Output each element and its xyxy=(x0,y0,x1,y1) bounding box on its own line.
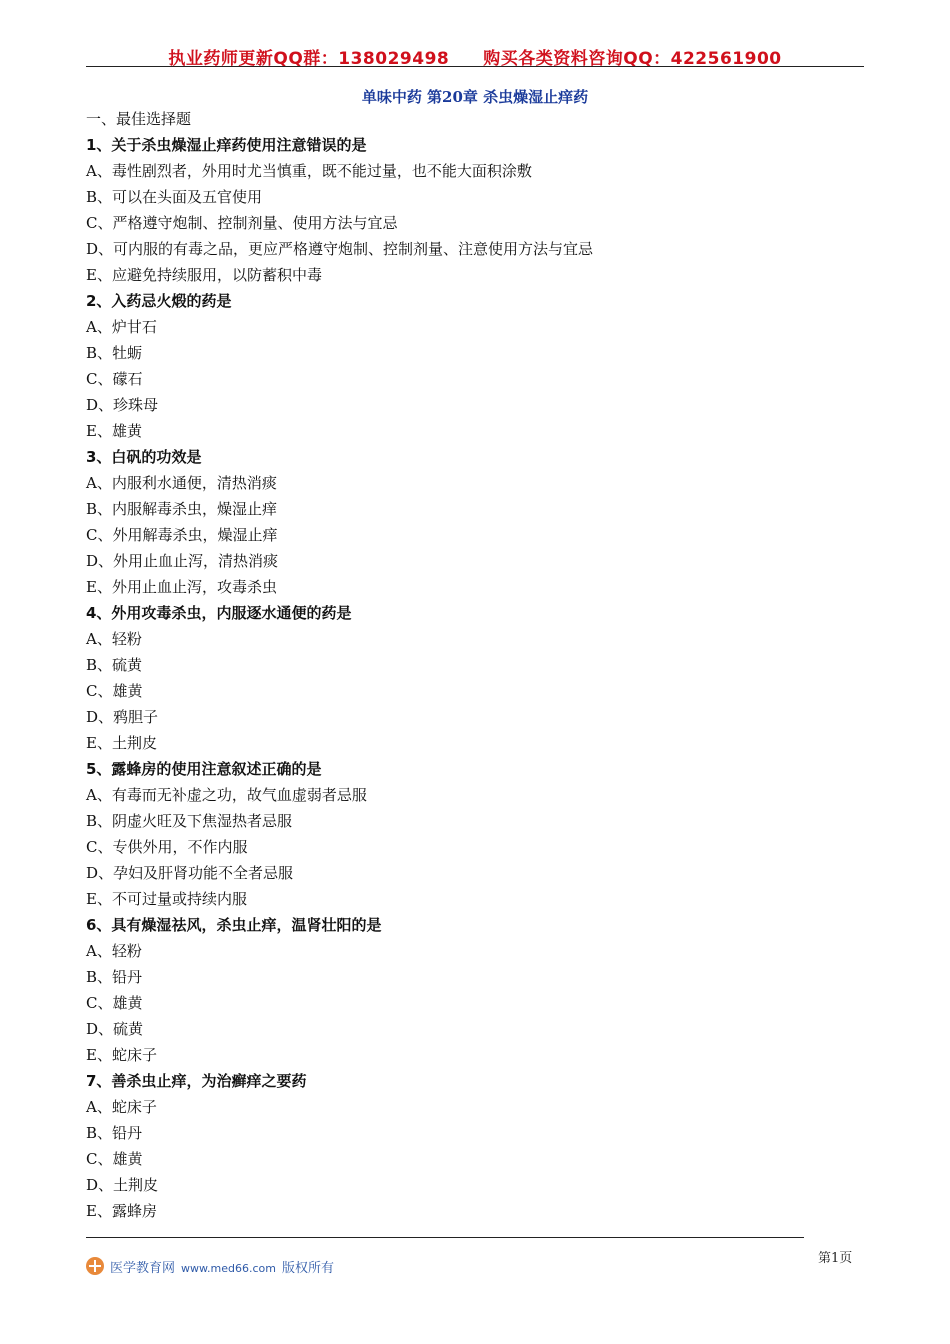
option-b: B、可以在头面及五官使用 xyxy=(86,188,263,206)
option-e: E、雄黄 xyxy=(86,422,142,440)
option-c: C、礞石 xyxy=(86,370,143,388)
option-c: C、严格遵守炮制、控制剂量、使用方法与宜忌 xyxy=(86,214,398,232)
option-d: D、硫黄 xyxy=(86,1020,144,1038)
option-c: C、外用解毒杀虫，燥湿止痒 xyxy=(86,526,278,544)
chapter-title: 单味中药 第20章 杀虫燥湿止痒药 xyxy=(361,88,589,106)
option-c: C、雄黄 xyxy=(86,682,143,700)
footer-url: www.med66.com xyxy=(181,1261,276,1275)
option-e: E、不可过量或持续内服 xyxy=(86,890,247,908)
question-stem: 3、白矾的功效是 xyxy=(86,448,202,466)
option-b: B、牡蛎 xyxy=(86,344,143,362)
footer-site-name: 医学教育网 xyxy=(110,1260,176,1276)
option-e: E、蛇床子 xyxy=(86,1046,157,1064)
question-stem: 2、入药忌火煅的药是 xyxy=(86,292,232,310)
option-c: C、雄黄 xyxy=(86,1150,143,1168)
option-a: A、炉甘石 xyxy=(86,318,157,336)
page-number: 第1页 xyxy=(818,1251,853,1266)
footer-brand xyxy=(86,1256,334,1276)
option-b: B、阴虚火旺及下焦湿热者忌服 xyxy=(86,812,293,830)
med66-logo-icon xyxy=(86,1257,104,1275)
option-c: C、专供外用，不作内服 xyxy=(86,838,248,856)
question-list xyxy=(86,106,864,1224)
header-qq-group: 执业药师更新QQ群：138029498 xyxy=(168,49,450,69)
option-a: A、轻粉 xyxy=(86,942,142,960)
question-stem: 6、具有燥湿祛风，杀虫止痒，温肾壮阳的是 xyxy=(86,916,382,934)
question-stem: 7、善杀虫止痒，为治癣痒之要药 xyxy=(86,1072,307,1090)
option-e: E、应避免持续服用，以防蓄积中毒 xyxy=(86,266,322,284)
header-purchase-qq: 购买各类资料咨询QQ：422561900 xyxy=(483,49,782,69)
option-a: A、毒性剧烈者，外用时尤当慎重，既不能过量，也不能大面积涂敷 xyxy=(86,162,532,180)
option-d: D、鸦胆子 xyxy=(86,708,159,726)
option-d: D、珍珠母 xyxy=(86,396,159,414)
option-e: E、外用止血止泻，攻毒杀虫 xyxy=(86,578,277,596)
footer-divider xyxy=(86,1237,804,1238)
option-e: E、露蜂房 xyxy=(86,1202,157,1220)
option-a: A、轻粉 xyxy=(86,630,142,648)
header-divider xyxy=(86,66,864,67)
footer-rights: 版权所有 xyxy=(281,1260,334,1276)
option-c: C、雄黄 xyxy=(86,994,143,1012)
question-stem: 4、外用攻毒杀虫，内服逐水通便的药是 xyxy=(86,604,352,622)
option-d: D、外用止血止泻，清热消痰 xyxy=(86,552,279,570)
option-b: B、硫黄 xyxy=(86,656,143,674)
option-e: E、土荆皮 xyxy=(86,734,157,752)
option-b: B、铅丹 xyxy=(86,1124,143,1142)
option-d: D、可内服的有毒之品，更应严格遵守炮制、控制剂量、注意使用方法与宜忌 xyxy=(86,240,594,258)
option-b: B、内服解毒杀虫，燥湿止痒 xyxy=(86,500,278,518)
section-title: 一、最佳选择题 xyxy=(86,110,192,128)
option-d: D、土荆皮 xyxy=(86,1176,159,1194)
option-b: B、铅丹 xyxy=(86,968,143,986)
option-a: A、内服利水通便，清热消痰 xyxy=(86,474,277,492)
option-a: A、有毒而无补虚之功，故气血虚弱者忌服 xyxy=(86,786,367,804)
option-d: D、孕妇及肝肾功能不全者忌服 xyxy=(86,864,294,882)
question-stem: 5、露蜂房的使用注意叙述正确的是 xyxy=(86,760,322,778)
option-a: A、蛇床子 xyxy=(86,1098,157,1116)
question-stem: 1、关于杀虫燥湿止痒药使用注意错误的是 xyxy=(86,136,367,154)
